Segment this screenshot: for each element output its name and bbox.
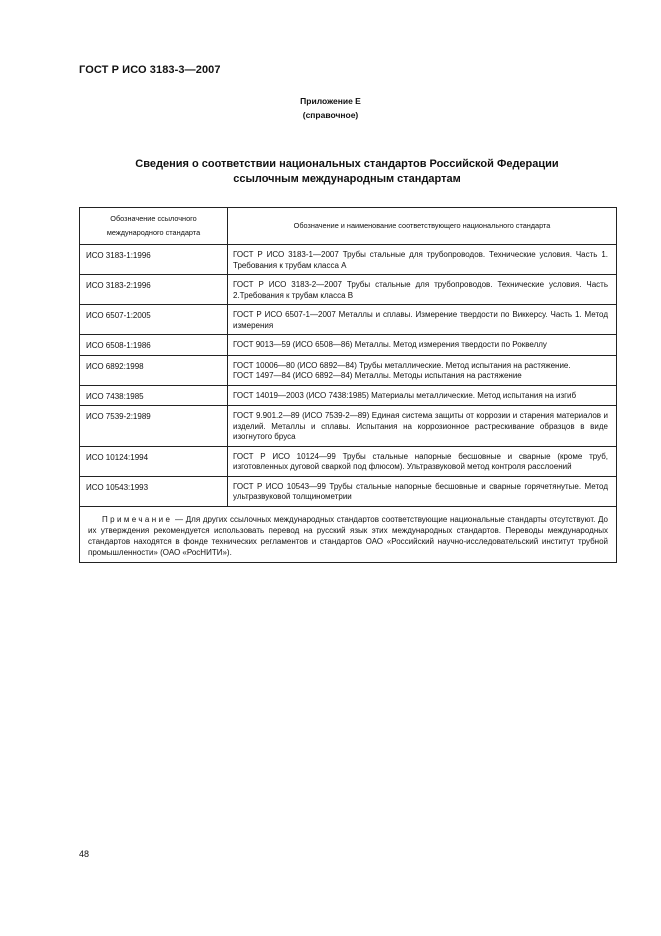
section-title (79, 157, 615, 187)
national-standard-cell (228, 476, 617, 506)
national-standard-entry: ГОСТ 1497—84 (ИСО 6892—84) Металлы. Методы испытания на растяжение (233, 371, 522, 380)
table-row (80, 406, 617, 447)
national-standard-cell (228, 385, 617, 406)
page-number: 48 (79, 849, 90, 859)
section-title-line-2: ссылочным международным стандартам (233, 173, 461, 185)
table-row (80, 446, 617, 476)
national-standard-cell (228, 275, 617, 305)
national-standard-cell (228, 305, 617, 335)
annex-heading (0, 94, 661, 122)
section-title-line-1: Сведения о соответствии национальных стандартов Российской Федерации (135, 158, 559, 170)
annex-title: Приложение Е (300, 96, 361, 106)
table-row (80, 245, 617, 275)
national-standard-entry: ГОСТ Р ИСО 10124—99 Трубы стальные напорные бесшовные и сварные (кроме труб, изготовленных дуговой сваркой под флюсом). Ультразвуковой метод контроля расслоений (233, 451, 608, 471)
table-row (80, 305, 617, 335)
iso-standard-cell: ИСО 6892:1998 (80, 355, 228, 385)
national-standard-entry: ГОСТ 14019—2003 (ИСО 7438:1985) Материалы металлические. Метод испытания на изгиб (233, 390, 577, 400)
iso-standard-cell: ИСО 6507-1:2005 (80, 305, 228, 335)
standards-table (79, 207, 617, 563)
note-text: — Для других ссылочных международных стандартов соответствующие национальные стандарты отсутствуют. До их утверждения рекомендуется использовать перевод на русский язык этих международных стандартов. Переводы международных стандартов находятся в фонде технических регламентов и стандартов ОАО «Российский научно-исследовательский институт трубной промышленности» (ОАО «РосНИТИ»). (88, 514, 608, 557)
iso-standard-cell: ИСО 3183-1:1996 (80, 245, 228, 275)
annex-kind: (справочное) (302, 110, 359, 120)
national-standard-entry: ГОСТ 9.901.2—89 (ИСО 7539-2—89) Единая система защиты от коррозии и старения материалов и изделий. Металлы и сплавы. Испытания на коррозионное растрескивание образцов в виде изогнутого бруса (233, 411, 608, 441)
national-standard-entry: ГОСТ Р ИСО 3183-1—2007 Трубы стальные для трубопроводов. Технические условия. Часть 1. Требования к трубам класса А (233, 250, 608, 270)
national-standard-cell (228, 245, 617, 275)
national-standard-cell (228, 446, 617, 476)
table-row (80, 355, 617, 385)
national-standard-entry: ГОСТ Р ИСО 6507-1—2007 Металлы и сплавы. Измерение твердости по Виккерсу. Часть 1. Метод измерения (233, 310, 608, 330)
iso-standard-cell: ИСО 3183-2:1996 (80, 275, 228, 305)
col-header-gost: Обозначение и наименование соответствующего национального стандарта (228, 208, 617, 245)
table-body (80, 245, 617, 563)
table-note-row (80, 506, 617, 562)
iso-standard-cell: ИСО 10543:1993 (80, 476, 228, 506)
national-standard-cell (228, 355, 617, 385)
iso-standard-cell: ИСО 6508-1:1986 (80, 335, 228, 356)
national-standard-cell (228, 335, 617, 356)
table-row (80, 385, 617, 406)
iso-standard-cell: ИСО 7539-2:1989 (80, 406, 228, 447)
table-header-row (80, 208, 617, 245)
iso-standard-cell: ИСО 7438:1985 (80, 385, 228, 406)
national-standard-entry: ГОСТ Р ИСО 3183-2—2007 Трубы стальные для трубопроводов. Технические условия. Часть 2.Требования к трубам класса В (233, 280, 608, 300)
document-code: ГОСТ Р ИСО 3183-3—2007 (79, 64, 221, 76)
table-row (80, 335, 617, 356)
national-standard-entry: ГОСТ 9013—59 (ИСО 6508—86) Металлы. Метод измерения твердости по Роквеллу (233, 340, 547, 349)
note-label: Примечание (102, 514, 173, 524)
table-note (80, 506, 617, 562)
national-standard-cell (228, 406, 617, 447)
national-standard-entry: ГОСТ Р ИСО 10543—99 Трубы стальные напорные бесшовные и сварные горячетянутые. Метод ультразвуковой толщинометрии (233, 481, 608, 501)
national-standard-entry: ГОСТ 10006—80 (ИСО 6892—84) Трубы металлические. Метод испытания на растяжение. (233, 360, 571, 370)
table-row (80, 275, 617, 305)
iso-standard-cell: ИСО 10124:1994 (80, 446, 228, 476)
table-row (80, 476, 617, 506)
col-header-iso: Обозначение ссылочного международного стандарта (80, 208, 228, 245)
